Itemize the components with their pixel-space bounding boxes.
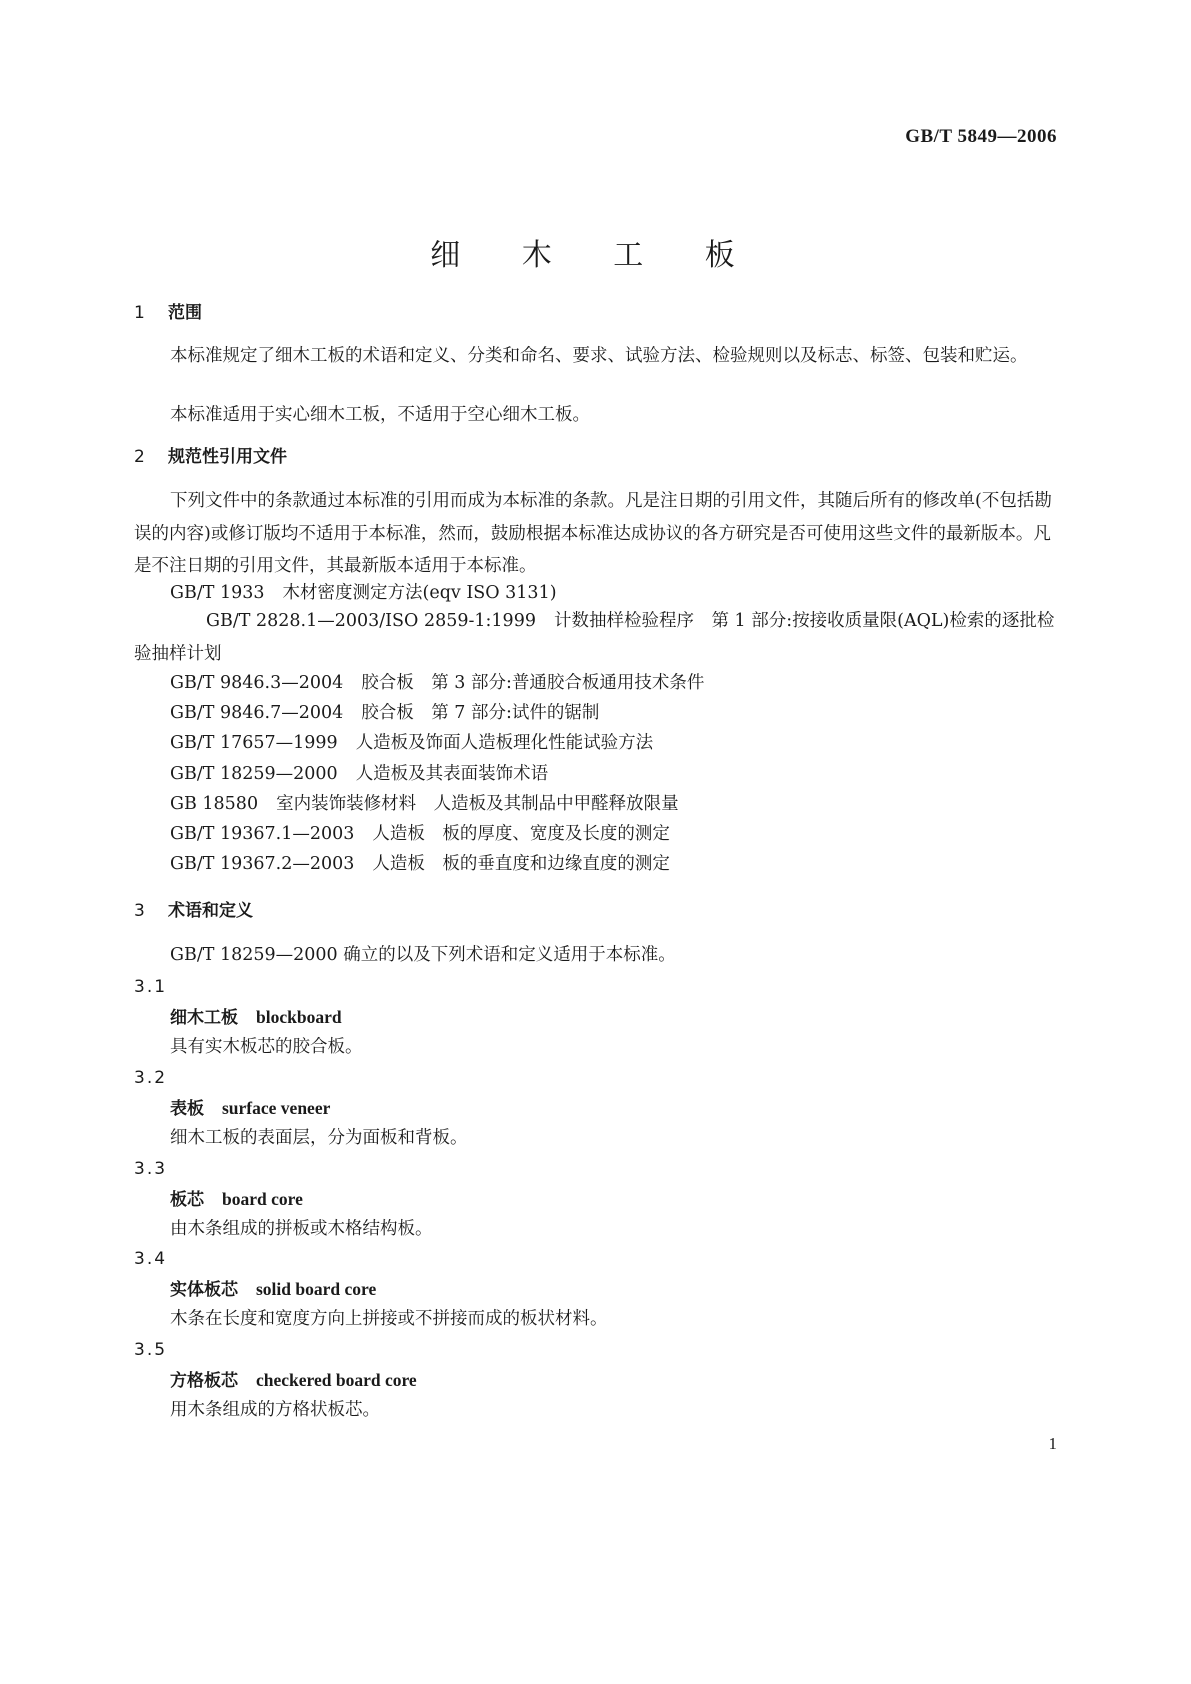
reference-title: 木材密度测定方法(eqv ISO 3131) bbox=[282, 583, 557, 603]
reference-item bbox=[170, 823, 670, 847]
reference-item bbox=[170, 793, 679, 817]
reference-code: GB/T 17657—1999 bbox=[170, 733, 338, 753]
document-title: 细 木 工 板 bbox=[430, 238, 761, 273]
section-title: 术语和定义 bbox=[168, 901, 253, 921]
reference-code: GB 18580 bbox=[170, 794, 259, 814]
term-zh: 板芯 bbox=[170, 1190, 204, 1210]
reference-title: 胶合板 第 3 部分:普通胶合板通用技术条件 bbox=[361, 673, 705, 693]
term-definition: 用木条组成的方格状板芯。 bbox=[170, 1400, 380, 1420]
section-title: 规范性引用文件 bbox=[168, 447, 287, 467]
term-number: 3.5 bbox=[134, 1340, 168, 1360]
reference-title: 胶合板 第 7 部分:试件的锯制 bbox=[361, 703, 600, 723]
reference-item bbox=[134, 605, 1058, 664]
reference-item bbox=[170, 853, 670, 877]
term-en: solid board core bbox=[256, 1279, 377, 1299]
paragraph: 本标准适用于实心细木工板，不适用于空心细木工板。 bbox=[170, 405, 590, 425]
term-en: checkered board core bbox=[256, 1370, 417, 1390]
section-2-heading bbox=[134, 446, 287, 470]
section-title: 范围 bbox=[168, 303, 202, 323]
reference-item bbox=[170, 763, 548, 787]
term-heading bbox=[170, 1188, 303, 1212]
reference-code: GB/T 9846.3—2004 bbox=[170, 673, 344, 693]
reference-title: 人造板 板的垂直度和边缘直度的测定 bbox=[372, 854, 670, 874]
term-definition: 由木条组成的拼板或木格结构板。 bbox=[170, 1219, 433, 1239]
reference-code: GB/T 19367.1—2003 bbox=[170, 824, 355, 844]
reference-item bbox=[170, 702, 599, 726]
reference-code: GB/T 19367.2—2003 bbox=[170, 854, 355, 874]
reference-item bbox=[170, 732, 653, 756]
term-definition: 木条在长度和宽度方向上拼接或不拼接而成的板状材料。 bbox=[170, 1309, 608, 1329]
term-definition: 细木工板的表面层，分为面板和背板。 bbox=[170, 1128, 468, 1148]
paragraph: GB/T 18259—2000 确立的以及下列术语和定义适用于本标准。 bbox=[170, 945, 676, 965]
reference-code: GB/T 2828.1—2003/ISO 2859-1:1999 bbox=[206, 611, 536, 631]
section-number: 3 bbox=[134, 901, 145, 921]
reference-title: 计数抽样检验程序 第 1 部分:按接收质量限(AQL)检索的逐批检验抽样计划 bbox=[134, 611, 1055, 664]
section-number: 1 bbox=[134, 303, 145, 323]
term-en: surface veneer bbox=[222, 1098, 331, 1118]
term-number: 3.2 bbox=[134, 1068, 168, 1088]
section-number: 2 bbox=[134, 447, 145, 467]
reference-title: 人造板及饰面人造板理化性能试验方法 bbox=[355, 733, 654, 753]
paragraph: 下列文件中的条款通过本标准的引用而成为本标准的条款。凡是注日期的引用文件，其随后所有的修改单(不包括勘误的内容)或修订版均不适用于本标准，然而，鼓励根据本标准达成协议的各方研究是否可使用这些文件的最新版本。凡是不注日期的引用文件，其最新版本适用于本标准。 bbox=[134, 491, 1052, 576]
term-zh: 细木工板 bbox=[170, 1008, 238, 1028]
term-heading bbox=[170, 1006, 342, 1030]
reference-code: GB/T 9846.7—2004 bbox=[170, 703, 344, 723]
term-en: blockboard bbox=[256, 1007, 342, 1027]
reference-title: 人造板 板的厚度、宽度及长度的测定 bbox=[372, 824, 670, 844]
reference-title: 室内装饰装修材料 人造板及其制品中甲醛释放限量 bbox=[276, 794, 679, 814]
section-3-heading bbox=[134, 900, 253, 924]
section-1-heading bbox=[134, 302, 202, 326]
page-number: 1 bbox=[1048, 1434, 1057, 1453]
term-en: board core bbox=[222, 1189, 303, 1209]
paragraph: 本标准规定了细木工板的术语和定义、分类和命名、要求、试验方法、检验规则以及标志、标签、包装和贮运。 bbox=[170, 346, 1028, 366]
term-definition: 具有实木板芯的胶合板。 bbox=[170, 1037, 363, 1057]
term-number: 3.3 bbox=[134, 1159, 168, 1179]
reference-code: GB/T 18259—2000 bbox=[170, 764, 338, 784]
term-heading bbox=[170, 1278, 376, 1302]
reference-title: 人造板及其表面装饰术语 bbox=[355, 764, 549, 784]
term-number: 3.1 bbox=[134, 977, 168, 997]
reference-item bbox=[170, 672, 704, 696]
term-zh: 方格板芯 bbox=[170, 1371, 238, 1391]
term-number: 3.4 bbox=[134, 1249, 168, 1269]
reference-item bbox=[170, 582, 557, 606]
reference-code: GB/T 1933 bbox=[170, 583, 265, 603]
standard-code: GB/T 5849—2006 bbox=[905, 126, 1057, 147]
term-zh: 表板 bbox=[170, 1099, 204, 1119]
term-heading bbox=[170, 1097, 330, 1121]
term-zh: 实体板芯 bbox=[170, 1280, 238, 1300]
term-heading bbox=[170, 1369, 417, 1393]
